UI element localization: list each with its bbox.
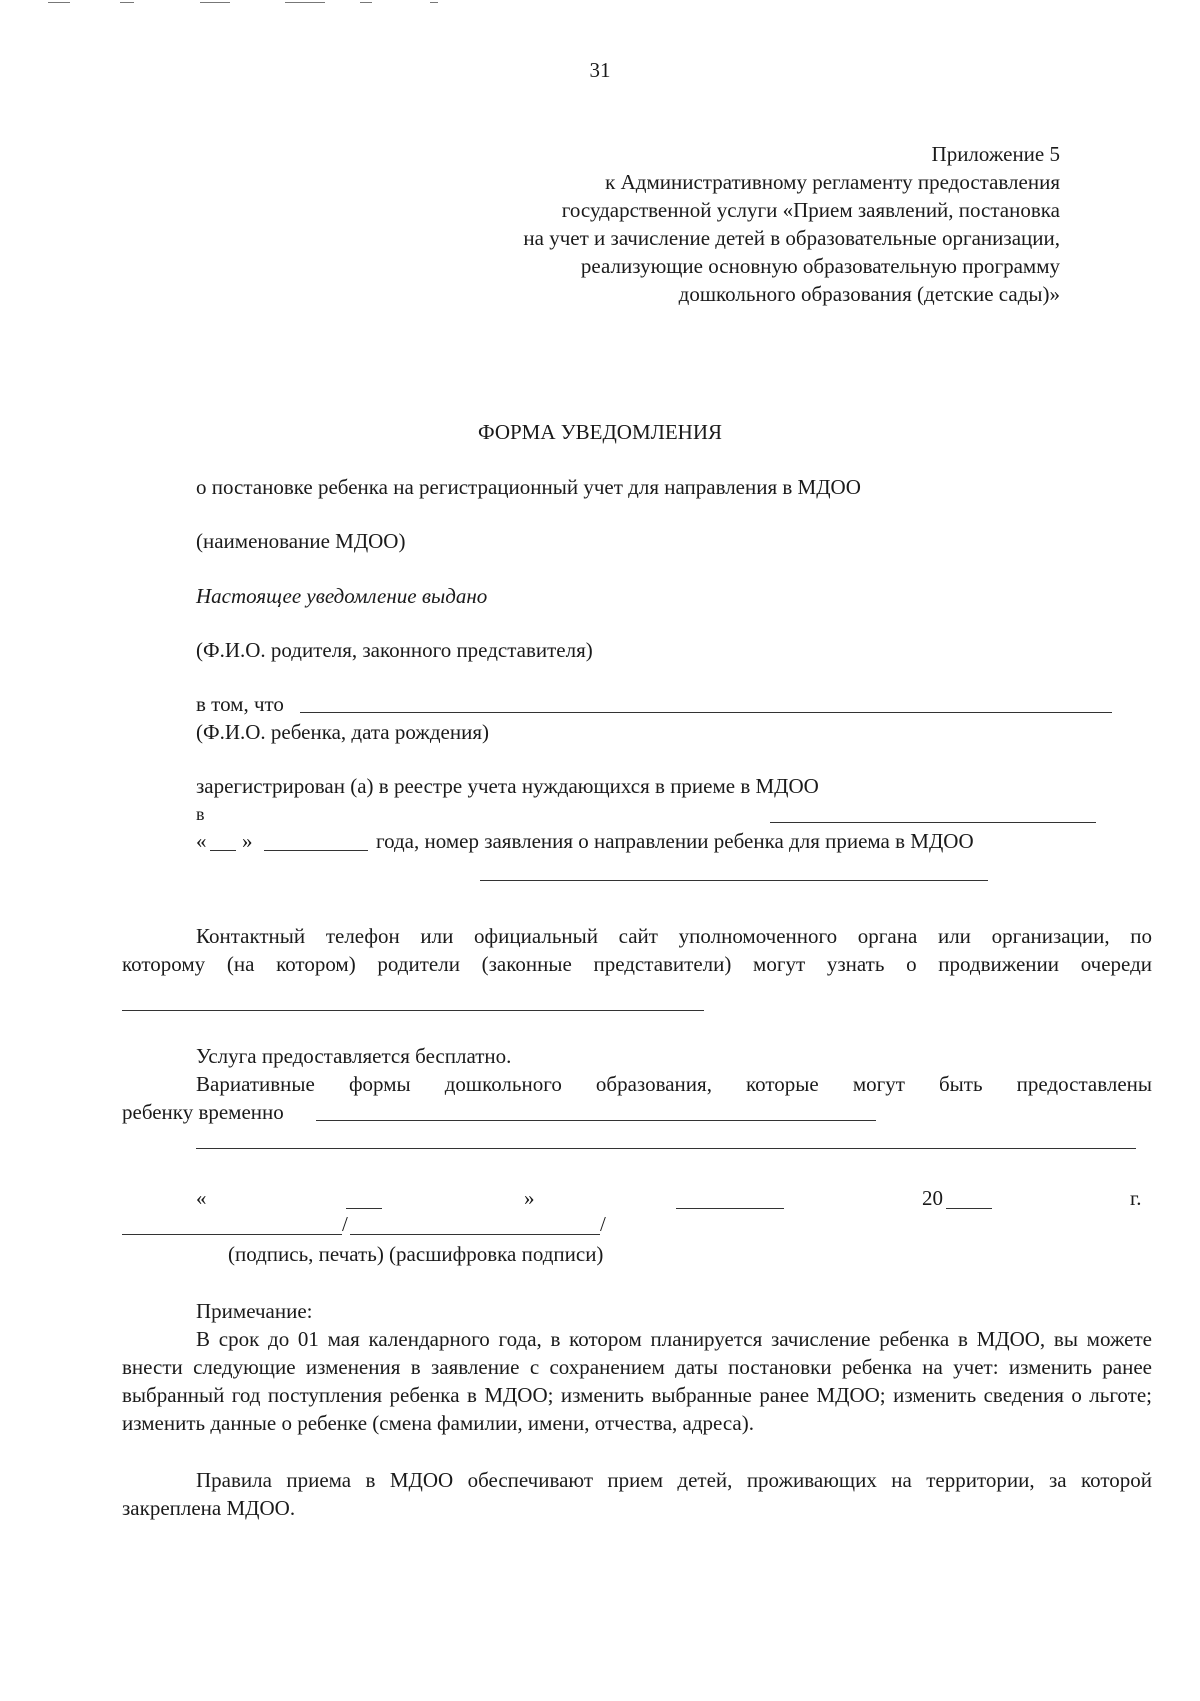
form-subtitle: о постановке ребенка на регистрационный учет для направления в МДОО bbox=[196, 475, 861, 499]
year-application-text: года, номер заявления о направлении ребенка для приема в МДОО bbox=[376, 829, 974, 853]
note-heading: Примечание: bbox=[196, 1299, 313, 1323]
child-name-caption: (Ф.И.О. ребенка, дата рождения) bbox=[196, 720, 489, 744]
sig-day-line bbox=[346, 1208, 382, 1209]
sig-g-label: г. bbox=[1130, 1186, 1142, 1210]
mdoo-name-caption: (наименование МДОО) bbox=[196, 529, 406, 553]
in-label: в bbox=[196, 804, 205, 824]
appendix-line-2: к Административному регламенту предоставления bbox=[605, 170, 1060, 194]
date-quote-close: » bbox=[242, 829, 253, 853]
variative-blank-line-1 bbox=[316, 1120, 876, 1121]
registered-text: зарегистрирован (а) в реестре учета нуждающихся в приеме в МДОО bbox=[196, 774, 819, 798]
sig-year-label: 20 bbox=[922, 1186, 943, 1210]
contact-blank-line bbox=[122, 1010, 704, 1011]
sig-year-line bbox=[946, 1208, 992, 1209]
date-day-line bbox=[210, 850, 236, 851]
application-number-line bbox=[480, 880, 988, 881]
signature-caption: (подпись, печать) (расшифровка подписи) bbox=[228, 1242, 604, 1266]
note-paragraph-1: В срок до 01 мая календарного года, в котором планируется зачисление ребенка в МДОО, вы можете внести следующие изменения в заявление с сохранением даты постановки ребенка на учет: изменить ранее выбранный год поступления ребенка в МДОО; изменить выбранные ранее МДОО; изменить сведения о льготе; изменить данные о ребенке (смена фамилии, имени, отчества, адреса). bbox=[122, 1327, 1152, 1435]
note-paragraph-2: Правила приема в МДОО обеспечивают прием детей, проживающих на территории, за которой закреплена МДОО. bbox=[122, 1468, 1152, 1520]
signature-slash-1: / bbox=[342, 1212, 348, 1236]
that-label: в том, что bbox=[196, 692, 284, 716]
scan-artifact-top bbox=[0, 0, 1200, 6]
date-quote-open: « bbox=[196, 829, 207, 853]
appendix-line-1: Приложение 5 bbox=[931, 142, 1060, 166]
date-month-line bbox=[264, 850, 368, 851]
signature-line bbox=[122, 1234, 342, 1235]
signature-decoding-line bbox=[350, 1234, 600, 1235]
sig-month-line bbox=[676, 1208, 784, 1209]
variative-text-line-2: ребенку временно bbox=[122, 1100, 284, 1124]
appendix-line-3: государственной услуги «Прием заявлений, постановка bbox=[561, 198, 1060, 222]
page-number: 31 bbox=[589, 58, 611, 82]
issued-label: Настоящее уведомление выдано bbox=[196, 584, 488, 608]
variative-blank-line-2 bbox=[196, 1148, 1136, 1149]
sig-quote-close: » bbox=[524, 1186, 535, 1210]
appendix-line-6: дошкольного образования (детские сады)» bbox=[678, 282, 1060, 306]
form-title: ФОРМА УВЕДОМЛЕНИЯ bbox=[477, 420, 723, 444]
sig-quote-open: « bbox=[196, 1186, 207, 1210]
variative-text-line-1: Вариативные формы дошкольного образования, которые могут быть предоставлены bbox=[196, 1072, 1152, 1096]
appendix-line-5: реализующие основную образовательную программу bbox=[580, 254, 1060, 278]
contact-text-line-1: Контактный телефон или официальный сайт уполномоченного органа или организации, по bbox=[196, 924, 1152, 948]
signature-slash-2: / bbox=[600, 1212, 606, 1236]
appendix-line-4: на учет и зачисление детей в образовательные организации, bbox=[523, 226, 1060, 250]
contact-text-line-2: которому (на котором) родители (законные представители) могут узнать о продвижении очереди bbox=[122, 952, 1152, 976]
parent-name-caption: (Ф.И.О. родителя, законного представителя) bbox=[196, 638, 593, 662]
child-name-line bbox=[300, 712, 1112, 713]
registered-blank-line bbox=[770, 822, 1096, 823]
free-service-text: Услуга предоставляется бесплатно. bbox=[196, 1044, 512, 1068]
